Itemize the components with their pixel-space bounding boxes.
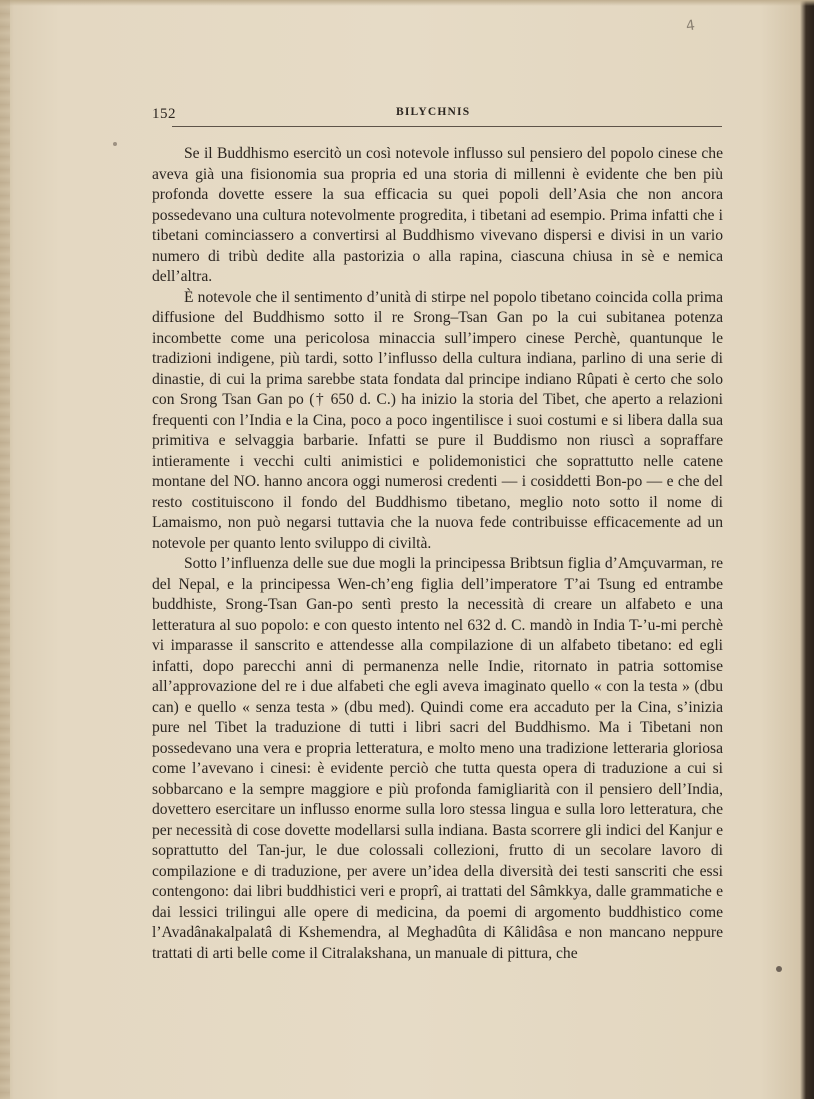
running-title: BILYCHNIS [396, 106, 471, 118]
pencil-margin-mark: 4 [684, 17, 696, 35]
page-left-edge [0, 0, 10, 1099]
page-number: 152 [152, 106, 176, 122]
paper-spot [776, 966, 782, 972]
paragraph: Se il Buddhismo esercitò un così notevole influsso sul pensiero del popolo cinese che aveva già una fisionomia sua propria ed una storia di millenni è evidente che ben più profonda dovette essere la sua efficacia su quei popoli dell’Asia che non ancora possedevano una cultura notevolmente progredita, i tibetani ad esempio. Prima infatti che i tibetani cominciassero a convertirsi al Buddhismo vivevano dispersi e divisi in un vario numero di tribù dedite alla pastorizia o alla rapina, ciascuna chiusa in sè e nemica dell’altra. [152, 145, 723, 285]
paper-spot [113, 142, 117, 146]
page-top-edge [0, 0, 814, 6]
body-text [152, 144, 723, 964]
paragraph: È notevole che il sentimento d’unità di stirpe nel popolo tibetano coincida colla prima diffusione del Buddhismo sotto il re Srong–Tsan Gan po la cui subitanea potenza incombette come una pericolosa minaccia sull’impero cinese Perchè, quantunque le tradizioni indigene, più tardi, sotto l’influsso della cultura indiana, parlino di una serie di dinastie, di cui la prima sarebbe stata fondata dal principe indiano Rûpati è certo che solo con Srong Tsan Gan po († 650 d. C.) ha inizio la storia del Tibet, che aperto a relazioni frequenti con l’India e la Cina, poco a poco ingentilisce i suoi costumi e si libera dalla sua primitiva e selvaggia barbarie. Infatti se pure il Buddismo non riuscì a sopraffare intieramente i vecchi culti animistici e polidemonistici che soprattutto nelle catene montane del NO. hanno ancora oggi numerosi credenti — i cosiddetti Bon-po — e che del resto costituiscono il fondo del Buddhismo tibetano, meglio noto sotto il nome di Lamaismo, non può negarsi tuttavia che la nuova fede contribuisse efficacemente ad un notevole per quanto lento sviluppo di civiltà. [152, 288, 723, 552]
paragraph: Sotto l’influenza delle sue due mogli la principessa Bribtsun figlia d’Amçuvarman, re del Nepal, e la principessa Wen-ch’eng figlia dell’imperatore T’ai Tsung ed entrambe buddhiste, Srong-Tsan Gan-po sentì presto la necessità di creare un alfabeto e una letteratura al suo popolo: e con questo intento nel 632 d. C. mandò in India T-’u-mi perchè vi imparasse il sanscrito e attendesse alla compilazione di un alfabeto tibetano: ed egli infatti, dopo parecchi anni di permanenza nelle Indie, ritornato in patria sottomise all’approvazione del re i due alfabeti che egli aveva imaginato quello « con la testa » (dbu can) e quello « senza testa » (dbu med). Quindi come era accaduto per la Cina, s’inizia pure nel Tibet la traduzione di tutti i libri sacri del Buddhismo. Ma i Tibetani non possedevano una vera e propria letteratura, e molto meno una tradizione letteraria gloriosa come l’avevano i cinesi: è evidente perciò che tutta questa opera di traduzione a cui si sobbarcano e la sempre maggiore e più profonda famigliarità con il pensiero dell’India, dovettero esercitare un influsso enorme sulla loro stessa lingua e sulla loro letteratura, che per necessità di cose dovette modellarsi sulla indiana. Basta scorrere gli indici del Kanjur e soprattutto del Tan-jur, le due colossali collezioni, frutto di un secolare lavoro di compilazione e di traduzione, per avere un’idea della diversità dei testi sanscriti che essi contengono: dai libri buddhistici veri e proprî, ai trattati del Sâmkkya, dalle grammatiche e dai lessici trilingui alle opere di medicina, da poemi di argomento buddhistico come l’Avadânakalpalatâ di Kshemendra, al Meghadûta di Kâlidâsa e non mancano neppure trattati di arti belle come il Citralakshana, un manuale di pittura, che [152, 555, 723, 962]
running-header [152, 106, 722, 128]
header-rule [172, 126, 722, 127]
